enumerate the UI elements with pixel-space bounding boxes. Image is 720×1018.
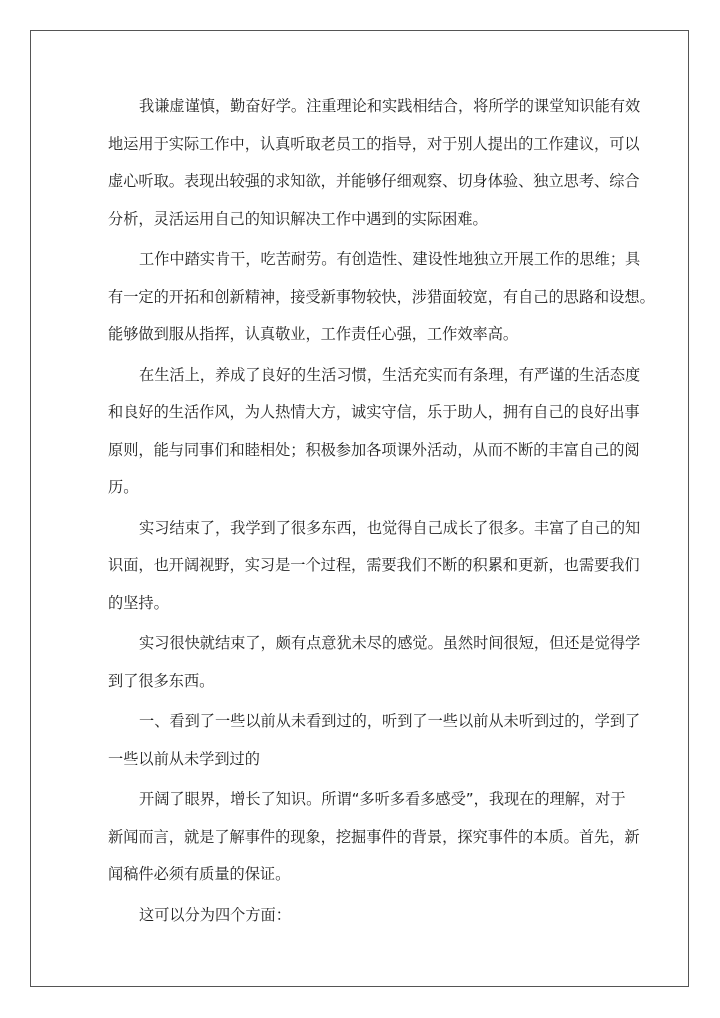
paragraph-line: 虚心听取。表现出较强的求知欲，并能够仔细观察、切身体验、独立思考、综合 [108,172,640,190]
paragraph [108,357,641,507]
paragraph [108,781,640,894]
paragraph-line: 一些以前从未学到过的 [108,749,260,768]
paragraph [108,510,641,623]
paragraph-line: 的坚持。 [108,593,169,612]
paragraph-line: 新闻而言，就是了解事件的现象，挖掘事件的背景，探究事件的本质。首先，新 [108,827,640,846]
paragraph-line: 一、看到了一些以前从未看到过的，听到了一些以前从未听到过的，学到了 [139,712,641,730]
paragraph-line: 到了很多东西。 [108,671,215,690]
paragraph-line: 原则，能与同事们和睦相处；积极参加各项课外活动，从而不断的丰富自己的阅 [108,440,640,459]
paragraph-line: 历。 [108,478,139,496]
paragraph-line: 我谦虚谨慎，勤奋好学。注重理论和实践相结合，将所学的课堂知识能有效 [139,97,641,115]
paragraph-line: 在生活上，养成了良好的生活习惯，生活充实而有条理，有严谨的生活态度 [139,365,641,384]
paragraph-line: 实习很快就结束了，颇有点意犹未尽的感觉。虽然时间很短，但还是觉得学 [139,634,641,652]
paragraph [108,625,641,700]
paragraph-line: 能够做到服从指挥，认真敬业，工作责任心强，工作效率高。 [108,325,519,343]
paragraph-line: 识面，也开阔视野，实习是一个过程，需要我们不断的积累和更新，也需要我们 [108,556,640,574]
paragraph-line: 工作中踏实肯干，吃苦耐劳。有创造性、建设性地独立开展工作的思维；具 [139,250,641,268]
paragraph-line: 地运用于实际工作中，认真听取老员工的指导，对于别人提出的工作建议，可以 [108,134,640,153]
paragraph-line: 开阔了眼界，增长了知识。所谓“多听多看多感受”，我现在的理解，对于 [139,790,626,808]
paragraph [108,241,655,354]
paragraph-line: 和良好的生活作风，为人热情大方，诚实守信，乐于助人，拥有自己的良好出事 [108,403,640,421]
paragraph-line: 分析，灵活运用自己的知识解决工作中遇到的实际困难。 [108,209,488,228]
paragraph-line: 实习结束了，我学到了很多东西，也觉得自己成长了很多。丰富了自己的知 [139,518,641,537]
paragraph-line: 这可以分为四个方面： [139,905,291,924]
paragraph-line: 闻稿件必须有质量的保证。 [108,865,291,883]
document-body [108,88,655,937]
paragraph [108,88,641,238]
paragraph [108,897,612,935]
paragraph [108,703,641,778]
paragraph-line: 有一定的开拓和创新精神，接受新事物较快，涉猎面较宽，有自己的思路和设想。 [108,287,655,306]
